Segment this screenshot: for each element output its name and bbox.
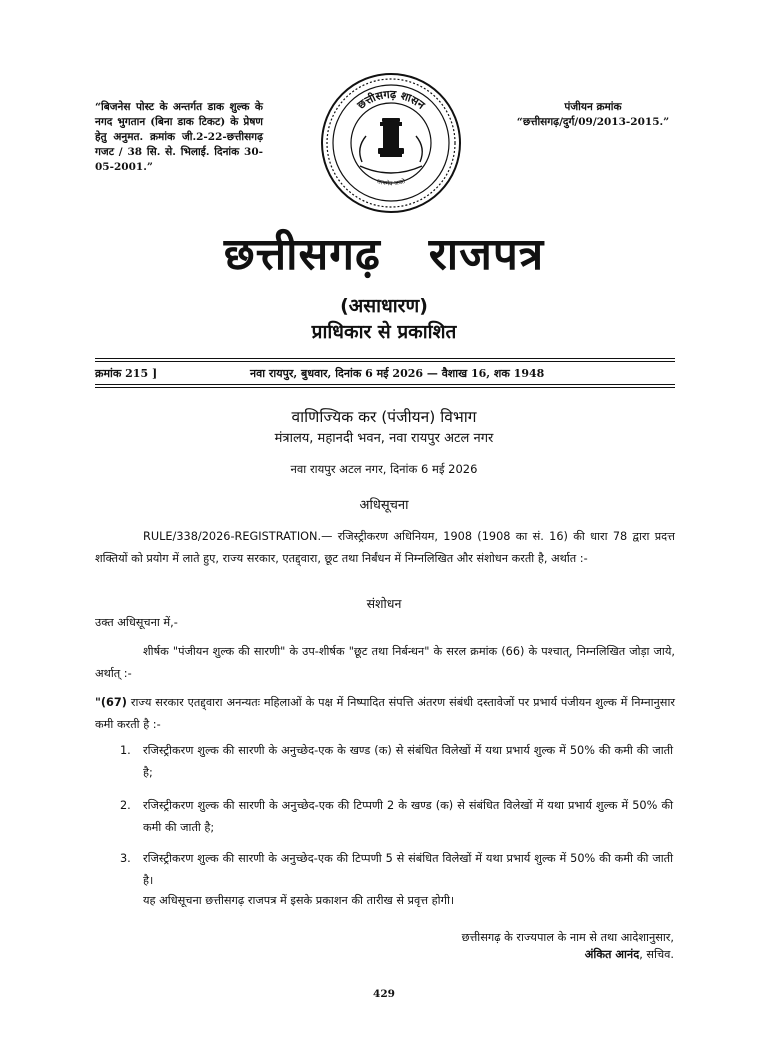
svg-text:सत्यमेव जयते [376,177,407,188]
registration-number: “छत्तीसगढ़/दुर्ग/09/2013-2015.” [516,116,670,128]
list-item-text: रजिस्ट्रीकरण शुल्क की सारणी के अनुच्छेद-एक के खण्ड (क) से संबंधित विलेखों में यथा प्रभार्य शुल्क में 50% की कमी की जाती है; [143,744,673,779]
list-item-number: 3. [120,852,131,865]
notification-paragraph-1: RULE/338/2026-REGISTRATION.— रजिस्ट्रीकरण अधिनियम, 1908 (1908 का सं. 16) की धारा 78 द्वारा प्रदत्त शक्तियों को प्रयोग में लाते हुए, राज्य सरकार, एतद्द्वारा, छूट तथा निर्बंधन में निम्नलिखित और संशोधन करती है, अर्थात :- [95,530,675,565]
postal-permit-note: “बिजनेस पोस्ट के अन्तर्गत डाक शुल्क के नगद भुगतान (बिना डाक टिकट) के प्रेषण हेतु अनुमत. क्रमांक जी.2-22-छत्तीसगढ़ गजट / 38 सि. से. भिलाई. दिनांक 30-05-2001.” [95,101,263,173]
registration-block [508,100,678,130]
signature-name-line [300,947,674,962]
notification-paragraph-3: शीर्षक "पंजीयन शुल्क की सारणी" के उप-शीर्षक "छूट तथा निर्बन्धन" के सरल क्रमांक (66) के पश्चात्, निम्नलिखित जोड़ा जाये, अर्थात् :- [95,645,675,680]
notification-paragraph-4 [95,692,675,736]
emblem-top-text: छत्तीसगढ़ शासन [354,87,428,112]
notification-paragraph-2: उक्त अधिसूचना में,- [95,616,178,629]
header-rule-top-2 [95,361,675,362]
list-item-text: रजिस्ट्रीकरण शुल्क की सारणी के अनुच्छेद-एक की टिप्पणी 2 के खण्ड (क) से संबंधित विलेखों में यथा प्रभार्य शुल्क में 50% की कमी की जाती है; [143,799,673,834]
issue-date: नवा रायपुर, बुधवार, दिनांक 6 मई 2026 — वैशाख 16, शक 1948 [250,367,545,380]
state-emblem-icon [320,72,462,214]
list-item-number: 2. [120,799,131,812]
list-item-number: 1. [120,744,131,757]
header-rule-bottom [95,384,675,385]
page-number: 429 [373,988,395,1000]
registration-label: पंजीयन क्रमांक [564,101,622,113]
signature-authority-line: छत्तीसगढ़ के राज्यपाल के नाम से तथा आदेशानुसार, [461,931,674,944]
emblem-motto-text: सत्यमेव जयते [375,177,407,188]
header-rule-bottom-2 [95,387,675,388]
notification-heading: अधिसूचना [359,498,409,513]
gazette-subtitle: (असाधारण) [340,295,428,317]
department-address: मंत्रालय, महानदी भवन, नवा रायपुर अटल नगर [274,431,494,446]
gazette-authority-line: प्राधिकार से प्रकाशित [311,321,457,343]
gazette-title-right: राजपत्र [428,229,545,280]
gazette-title-left: छत्तीसगढ़ [223,229,381,280]
signatory-name: अंकित आनंद [584,948,640,961]
amendment-heading: संशोधन [366,596,402,611]
signatory-designation: , सचिव. [639,948,674,961]
department-name: वाणिज्यिक कर (पंजीयन) विभाग [291,408,477,426]
list-item-text: रजिस्ट्रीकरण शुल्क की सारणी के अनुच्छेद-एक की टिप्पणी 5 से संबंधित विलेखों में यथा प्रभार्य शुल्क में 50% की कमी की जाती है। [143,852,673,887]
issue-number: क्रमांक 215 ] [95,367,158,380]
clause-text: राज्य सरकार एतद्द्वारा अनन्यतः महिलाओं के पक्ष में निष्पादित संपत्ति अंतरण संबंधी दस्तावेजों पर प्रभार्य पंजीयन शुल्क में निम्नानुसार कमी करती है :- [95,696,675,731]
clause-number: "(67) [95,696,127,709]
gazette-title [0,222,768,282]
effective-date-paragraph: यह अधिसूचना छत्तीसगढ़ राजपत्र में इसके प्रकाशन की तारीख से प्रवृत्त होगी। [143,894,455,907]
header-rule-top [95,358,675,359]
notification-place-date: नवा रायपुर अटल नगर, दिनांक 6 मई 2026 [290,462,478,476]
